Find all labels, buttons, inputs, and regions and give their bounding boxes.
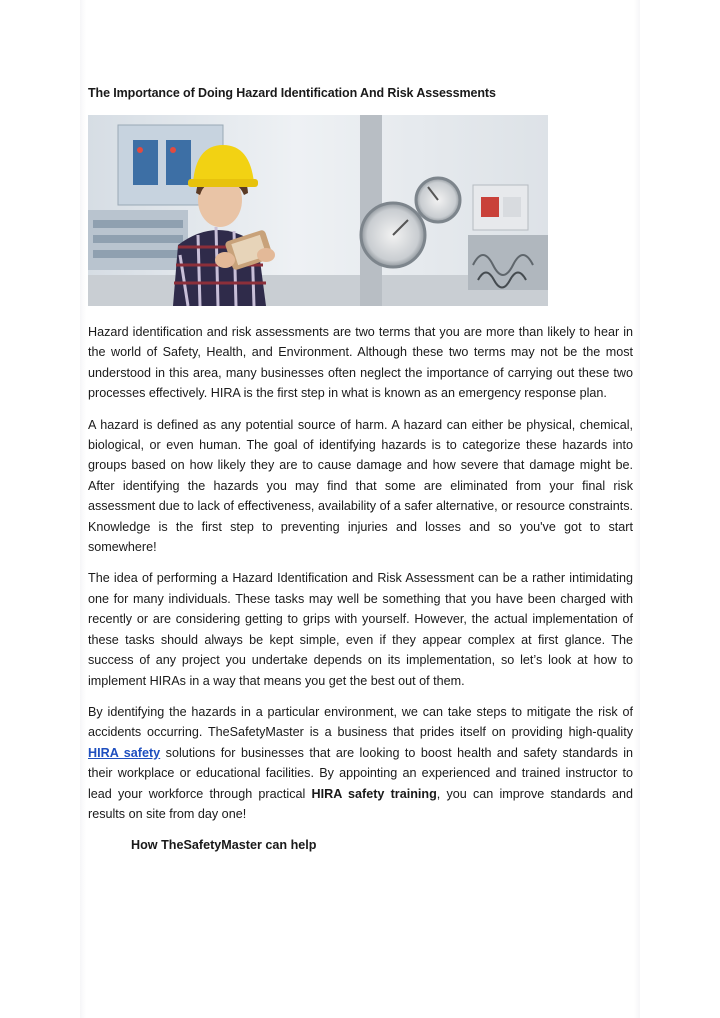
paragraph-3: The idea of performing a Hazard Identification and Risk Assessment can be a rather intimidating one for many individuals. These tasks may well be something that you have been charged with recently or are considering getting to grips with yourself. However, the actual implementation of these tasks should always be kept simple, even if they appear complex at first glance. The success of any project you undertake depends on its implementation, so let’s look at how to implement HIRAs in a way that means you get the best out of them. [88, 571, 633, 688]
paragraph-2: A hazard is defined as any potential source of harm. A hazard can either be physical, chemical, biological, or even human. The goal of identifying hazards is to categorize these hazards into groups based on how likely they are to cause damage and how severe that damage might be. After identifying the hazards you may find that some are eliminated from your final risk assessment due to lack of effectiveness, availability of a safer alternative, or resource constraints. Knowledge is the first step to preventing injuries and losses and so you've got to start somewhere! [88, 417, 633, 555]
paragraph-4 [88, 702, 633, 824]
paragraph-4-part-1: By identifying the hazards in a particular environment, we can take steps to mitigate the risk of accidents occurring. TheSafetyMaster is a business that prides itself on providing high-quality [88, 704, 633, 740]
paragraph-4-part-2: solutions for businesses that are looking to boost health and safety standards in their workplace or educational facilities. By appointing an experienced and trained instructor to lead your workforce through practical [88, 745, 634, 801]
hira-safety-link[interactable]: HIRA safety [88, 745, 161, 760]
hira-safety-training-text: HIRA safety training [311, 786, 437, 801]
section-subheading: How TheSafetyMaster can help [131, 838, 317, 853]
paragraph-1: Hazard identification and risk assessments are two terms that you are more than likely to hear in the world of Safety, Health, and Environment. Although these two terms may not be the most understood in this area, many businesses often neglect the importance of carrying out these two processes effectively. HIRA is the first step in what is known as an emergency response plan. [88, 325, 633, 401]
paragraph-4-part-3: , you can improve standards and results on site from day one! [88, 786, 634, 821]
document-content [88, 86, 633, 852]
document-title: The Importance of Doing Hazard Identification And Risk Assessments [88, 86, 496, 100]
worker-photo-illustration [88, 115, 548, 306]
worker-photo [88, 115, 548, 306]
